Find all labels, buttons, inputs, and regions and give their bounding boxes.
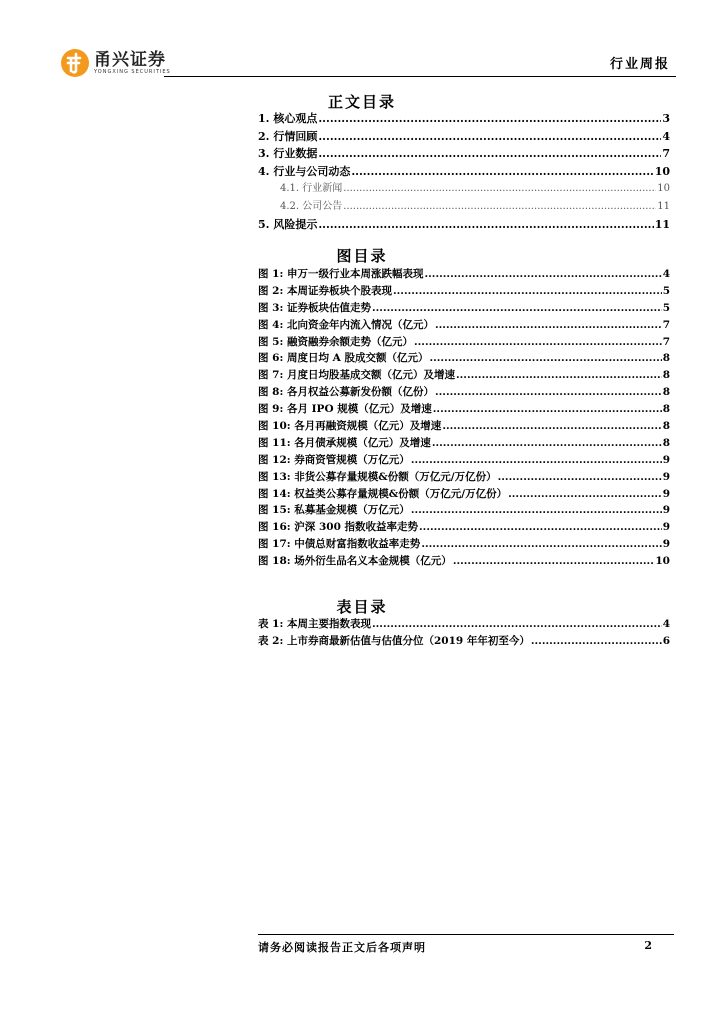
dot-leader — [435, 384, 662, 401]
figure-entry-label: 图 5: 融资融券余额走势（亿元） — [258, 335, 413, 348]
figure-entry-page: 8 — [662, 386, 670, 399]
toc-entry[interactable] — [258, 198, 670, 216]
table-list — [258, 616, 670, 650]
toc-entry-label: 4. 行业与公司动态 — [258, 164, 351, 178]
dot-leader — [318, 145, 661, 163]
figure-entry-label: 图 1: 申万一级行业本周涨跌幅表现 — [258, 268, 424, 280]
logo-chinese-name: 甬兴证券 — [94, 49, 166, 70]
figure-list — [258, 266, 670, 570]
figure-entry-label: 图 2: 本周证券板块个股表现 — [258, 284, 392, 297]
page-number: 2 — [644, 939, 652, 952]
dot-leader — [531, 633, 662, 650]
dot-leader — [411, 452, 662, 469]
figure-entry[interactable] — [258, 334, 670, 351]
toc-entry[interactable] — [258, 110, 670, 128]
logo-english-name: YONGXING SECURITIES — [94, 68, 171, 75]
toc-entry-label: 3. 行业数据 — [258, 147, 318, 161]
figure-entry[interactable] — [258, 502, 670, 519]
dot-leader — [508, 486, 662, 503]
dot-leader — [419, 519, 662, 536]
figure-entry[interactable] — [258, 553, 670, 570]
dot-leader — [432, 435, 662, 452]
figure-entry[interactable] — [258, 283, 670, 300]
toc-entry[interactable] — [258, 163, 670, 181]
toc-entry-page: 10 — [654, 164, 670, 178]
report-type-label: 行业周报 — [609, 57, 670, 72]
toc-entry[interactable] — [258, 180, 670, 198]
dot-leader — [425, 266, 662, 283]
table-list-title: 表目录 — [336, 598, 388, 616]
dot-leader — [318, 110, 661, 128]
toc-entry-page: 3 — [662, 112, 670, 125]
figure-entry-label: 图 11: 各月债承规模（亿元）及增速 — [258, 436, 431, 449]
dot-leader — [435, 317, 662, 334]
logo-mark-icon — [60, 48, 90, 78]
toc-entry-page: 4 — [662, 129, 670, 143]
dot-leader — [343, 180, 656, 198]
toc-entry[interactable] — [258, 128, 670, 146]
figure-entry-label: 图 14: 权益类公募存量规模&份额（万亿元/万亿份） — [258, 487, 508, 500]
figure-entry[interactable] — [258, 452, 670, 469]
toc-entry-page: 11 — [657, 200, 670, 212]
figure-entry[interactable] — [258, 350, 670, 367]
figure-list-title: 图目录 — [336, 247, 388, 265]
page-header — [60, 44, 676, 80]
dot-leader — [498, 469, 662, 486]
toc-title: 正文目录 — [327, 93, 396, 111]
figure-entry[interactable] — [258, 486, 670, 503]
figure-entry[interactable] — [258, 384, 670, 401]
figure-entry-label: 图 10: 各月再融资规模（亿元）及增速 — [258, 420, 442, 433]
figure-entry-label: 图 15: 私募基金规模（万亿元） — [258, 504, 410, 517]
table-entry[interactable] — [258, 633, 670, 650]
figure-entry-page: 7 — [662, 318, 670, 331]
figure-entry[interactable] — [258, 317, 670, 334]
figure-entry-page: 9 — [662, 487, 670, 500]
toc-entry-label: 4.2. 公司公告 — [280, 200, 343, 212]
dot-leader — [456, 367, 662, 384]
figure-entry[interactable] — [258, 435, 670, 452]
figure-entry-page: 8 — [662, 403, 670, 416]
toc-entry-page: 10 — [657, 183, 670, 195]
figure-entry-label: 图 17: 中债总财富指数收益率走势 — [258, 538, 421, 551]
table-entry-label: 表 2: 上市券商最新估值与估值分位（2019 年年初至今） — [258, 634, 530, 647]
figure-entry-page: 9 — [662, 538, 670, 551]
toc-entry[interactable] — [258, 216, 670, 234]
figure-entry-label: 图 12: 券商资管规模（万亿元） — [258, 453, 410, 466]
toc-entry[interactable] — [258, 145, 670, 163]
figure-entry[interactable] — [258, 536, 670, 553]
figure-entry-page: 8 — [662, 369, 670, 382]
figure-entry-page: 10 — [655, 555, 670, 568]
figure-entry-page: 8 — [662, 420, 670, 433]
figure-entry-page: 9 — [662, 521, 670, 534]
toc-entry-label: 4.1. 行业新闻 — [280, 183, 343, 195]
figure-entry-page: 5 — [662, 284, 670, 297]
toc-entry-label: 5. 风险提示 — [258, 217, 318, 231]
figure-entry[interactable] — [258, 519, 670, 536]
dot-leader — [453, 553, 655, 570]
dot-leader — [318, 128, 661, 146]
figure-entry-page: 7 — [662, 335, 670, 348]
figure-entry[interactable] — [258, 469, 670, 486]
dot-leader — [372, 616, 662, 633]
dot-leader — [411, 502, 662, 519]
table-entry-page: 4 — [662, 618, 670, 630]
figure-entry-page: 9 — [662, 470, 670, 483]
figure-entry-page: 8 — [662, 436, 670, 449]
dot-leader — [442, 418, 661, 435]
figure-entry-label: 图 18: 场外衍生品名义本金规模（亿元） — [258, 555, 452, 568]
header-divider — [164, 76, 676, 77]
dot-leader — [343, 198, 656, 216]
figure-entry-page: 9 — [662, 504, 670, 517]
figure-entry-label: 图 3: 证券板块估值走势 — [258, 301, 371, 314]
figure-entry[interactable] — [258, 300, 670, 317]
toc-entry-page: 7 — [662, 147, 670, 161]
figure-entry-label: 图 4: 北向资金年内流入情况（亿元） — [258, 318, 434, 331]
toc-entry-page: 11 — [654, 217, 670, 231]
figure-entry-label: 图 9: 各月 IPO 规模（亿元）及增速 — [258, 403, 432, 416]
dot-leader — [393, 283, 662, 300]
footer-divider — [258, 934, 674, 935]
figure-entry-label: 图 16: 沪深 300 指数收益率走势 — [258, 521, 419, 534]
figure-entry-page: 5 — [662, 301, 670, 314]
company-logo — [60, 48, 171, 78]
dot-leader — [433, 401, 662, 418]
dot-leader — [372, 300, 662, 317]
figure-entry-page: 8 — [662, 352, 670, 365]
toc-list — [258, 110, 670, 233]
figure-entry-label: 图 13: 非货公募存量规模&份额（万亿元/万亿份） — [258, 470, 497, 483]
footer-disclaimer: 请务必阅读报告正文后各项声明 — [258, 941, 426, 954]
table-entry-page: 6 — [662, 634, 670, 647]
figure-entry-page: 9 — [662, 453, 670, 466]
toc-entry-label: 1. 核心观点 — [258, 112, 318, 125]
figure-entry-page: 4 — [662, 268, 670, 280]
dot-leader — [414, 334, 662, 351]
figure-entry[interactable] — [258, 266, 670, 283]
figure-entry-label: 图 6: 周度日均 A 股成交额（亿元） — [258, 352, 429, 365]
figure-entry[interactable] — [258, 367, 670, 384]
figure-entry-label: 图 8: 各月权益公募新发份额（亿份） — [258, 386, 434, 399]
figure-entry-label: 图 7: 月度日均股基成交额（亿元）及增速 — [258, 369, 455, 382]
dot-leader — [429, 350, 661, 367]
table-entry[interactable] — [258, 616, 670, 633]
dot-leader — [421, 536, 661, 553]
figure-entry[interactable] — [258, 401, 670, 418]
toc-entry-label: 2. 行情回顾 — [258, 129, 318, 143]
dot-leader — [318, 216, 653, 234]
figure-entry[interactable] — [258, 418, 670, 435]
dot-leader — [351, 163, 653, 181]
table-entry-label: 表 1: 本周主要指数表现 — [258, 618, 371, 630]
